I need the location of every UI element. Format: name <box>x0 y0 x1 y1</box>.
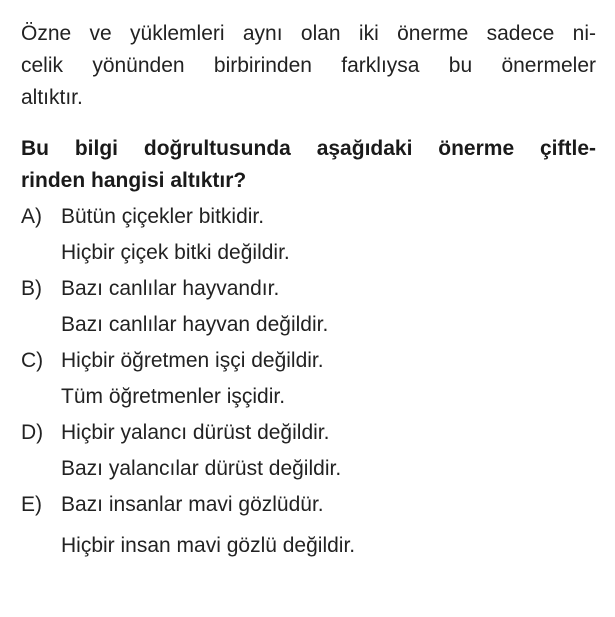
answer-options <box>21 199 596 567</box>
intro-line: altıktır. <box>21 86 83 109</box>
option-first-statement: Hiçbir öğretmen işçi değildir. <box>61 349 324 372</box>
option-letter: B) <box>21 277 42 300</box>
question-line: Bu bilgi doğrultusunda aşağıdaki önerme çiftle- <box>21 137 596 160</box>
question-page <box>21 18 596 567</box>
option-first-statement: Bazı insanlar mavi gözlüdür. <box>61 493 324 516</box>
option-d[interactable] <box>21 415 596 487</box>
option-a[interactable] <box>21 199 596 271</box>
option-second-statement: Hiçbir çiçek bitki değildir. <box>61 241 290 264</box>
intro-line: celik yönünden birbirinden farklıysa bu önermeler <box>21 54 596 77</box>
intro-line: Özne ve yüklemleri aynı olan iki önerme sadece ni- <box>21 22 596 45</box>
question-stem <box>21 133 596 197</box>
option-letter: E) <box>21 493 42 516</box>
option-first-statement: Hiçbir yalancı dürüst değildir. <box>61 421 330 444</box>
option-first-statement: Bütün çiçekler bitkidir. <box>61 205 265 228</box>
option-second-statement: Tüm öğretmenler işçidir. <box>61 385 286 408</box>
question-line: rinden hangisi altıktır? <box>21 169 247 192</box>
option-letter: D) <box>21 421 44 444</box>
option-second-statement: Bazı yalancılar dürüst değildir. <box>61 457 342 480</box>
option-letter: A) <box>21 205 42 228</box>
option-first-statement: Bazı canlılar hayvandır. <box>61 277 280 300</box>
option-second-statement: Bazı canlılar hayvan değildir. <box>61 313 329 336</box>
option-b[interactable] <box>21 271 596 343</box>
option-e[interactable] <box>21 487 596 567</box>
option-letter: C) <box>21 349 44 372</box>
option-c[interactable] <box>21 343 596 415</box>
intro-paragraph <box>21 18 596 114</box>
option-second-statement: Hiçbir insan mavi gözlü değildir. <box>61 534 356 557</box>
